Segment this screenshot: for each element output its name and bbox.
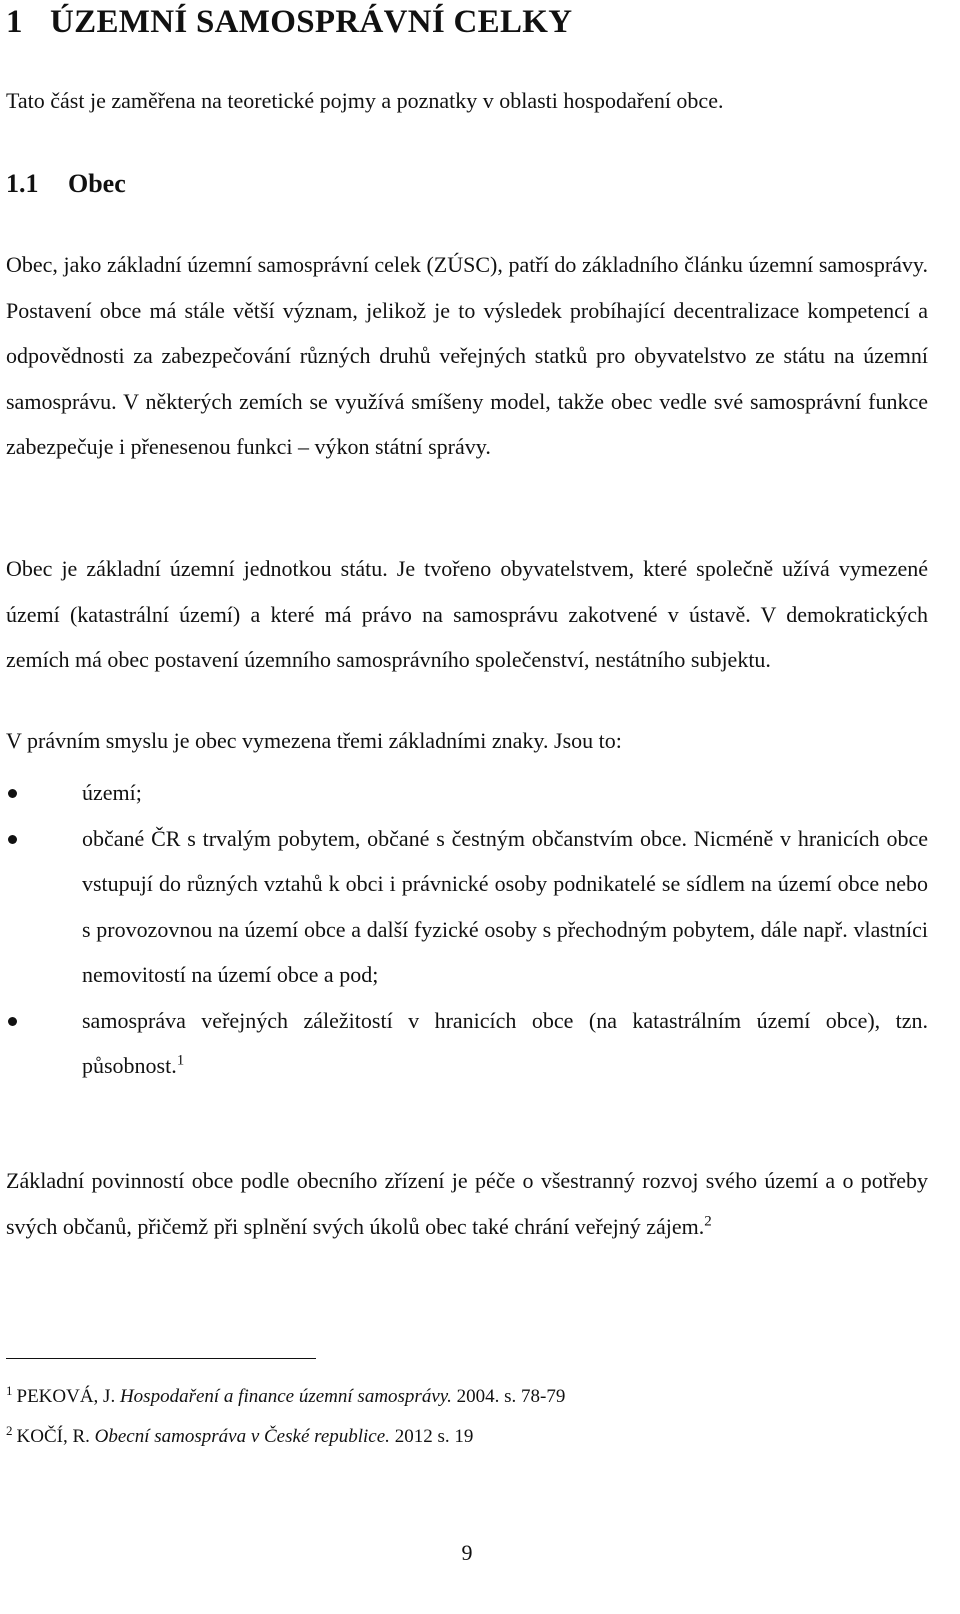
footnote-details: 2012 s. 19 xyxy=(394,1426,474,1447)
footnote-title: Hospodaření a finance územní samosprávy. xyxy=(119,1386,452,1407)
paragraph-duties-text: Základní povinností obce podle obecního zřízení je péče o všestranný rozvoj svého území a o potřeby svých občanů, přičemž při splnění svých úkolů obec také chrání veřejný zájem. xyxy=(6,1168,928,1239)
footnote-author: PEKOVÁ, J. xyxy=(16,1386,116,1407)
footnote-separator xyxy=(6,1358,316,1359)
paragraph-territorial-unit: Obec je základní územní jednotkou státu. Je tvořeno obyvatelstvem, které společně užívá vymezené území (katastrální území) a které má právo na samosprávu zakotvené v ústavě. V demokratických zemích má obec postavení územního samosprávního společenství, nestátního subjektu. xyxy=(6,556,928,672)
chapter-title: ÚZEMNÍ SAMOSPRÁVNÍ CELKY xyxy=(50,4,573,40)
footnote-author: KOČÍ, R. xyxy=(16,1426,90,1447)
footnote-title: Obecní samospráva v České republice. xyxy=(94,1426,390,1447)
footnote-reference[interactable]: 1 xyxy=(176,1052,185,1069)
chapter-heading xyxy=(6,0,572,44)
paragraph-duties xyxy=(6,1158,928,1249)
list-item xyxy=(0,998,928,1089)
bullet-icon xyxy=(8,789,17,798)
list-item-text: území; xyxy=(82,780,142,805)
list-item-text: samospráva veřejných záležitostí v hranicích obce (na katastrálním území obce), tzn. působnost. xyxy=(82,1007,928,1078)
bullet-list xyxy=(0,770,928,1089)
page-number: 9 xyxy=(461,1540,473,1565)
bullet-icon xyxy=(8,835,17,844)
paragraph-legal-sense: V právním smyslu je obec vymezena třemi základními znaky. Jsou to: xyxy=(6,728,622,753)
footnote-reference[interactable]: 2 xyxy=(704,1213,712,1230)
footnote-marker: 2 xyxy=(6,1422,13,1438)
section-number: 1.1 xyxy=(6,169,39,198)
section-title: Obec xyxy=(68,169,126,198)
footnote xyxy=(6,1384,565,1410)
paragraph-definition: Obec, jako základní územní samosprávní celek (ZÚSC), patří do základního článku územní samosprávy. Postavení obce má stále větší význam, jelikož je to výsledek probíhající decentralizace kompetencí a odpovědnosti za zabezpečování různých druhů veřejných statků pro obyvatelstvo ze státu na územní samosprávu. V některých zemích se využívá smíšeny model, takže obec vedle své samosprávní funkce zabezpečuje i přenesenou funkci – výkon státní správy. xyxy=(6,252,928,459)
intro-paragraph: Tato část je zaměřena na teoretické pojmy a poznatky v oblasti hospodaření obce. xyxy=(6,88,724,113)
footnote-marker: 1 xyxy=(6,1382,13,1398)
section-heading xyxy=(6,164,126,204)
list-item xyxy=(0,770,928,816)
list-item xyxy=(0,816,928,998)
bullet-icon xyxy=(8,1017,17,1026)
footnote-details: 2004. s. 78-79 xyxy=(456,1386,566,1407)
list-item-text: občané ČR s trvalým pobytem, občané s čestným občanstvím obce. Nicméně v hranicích obce vstupují do různých vztahů k obci i právnické osoby podnikatelé se sídlem na území obce nebo s provozovnou na území obce a další fyzické osoby s přechodným pobytem, dále např. vlastníci nemovitostí na území obce a pod; xyxy=(82,825,928,987)
footnote xyxy=(6,1424,473,1450)
chapter-number: 1 xyxy=(6,4,23,40)
